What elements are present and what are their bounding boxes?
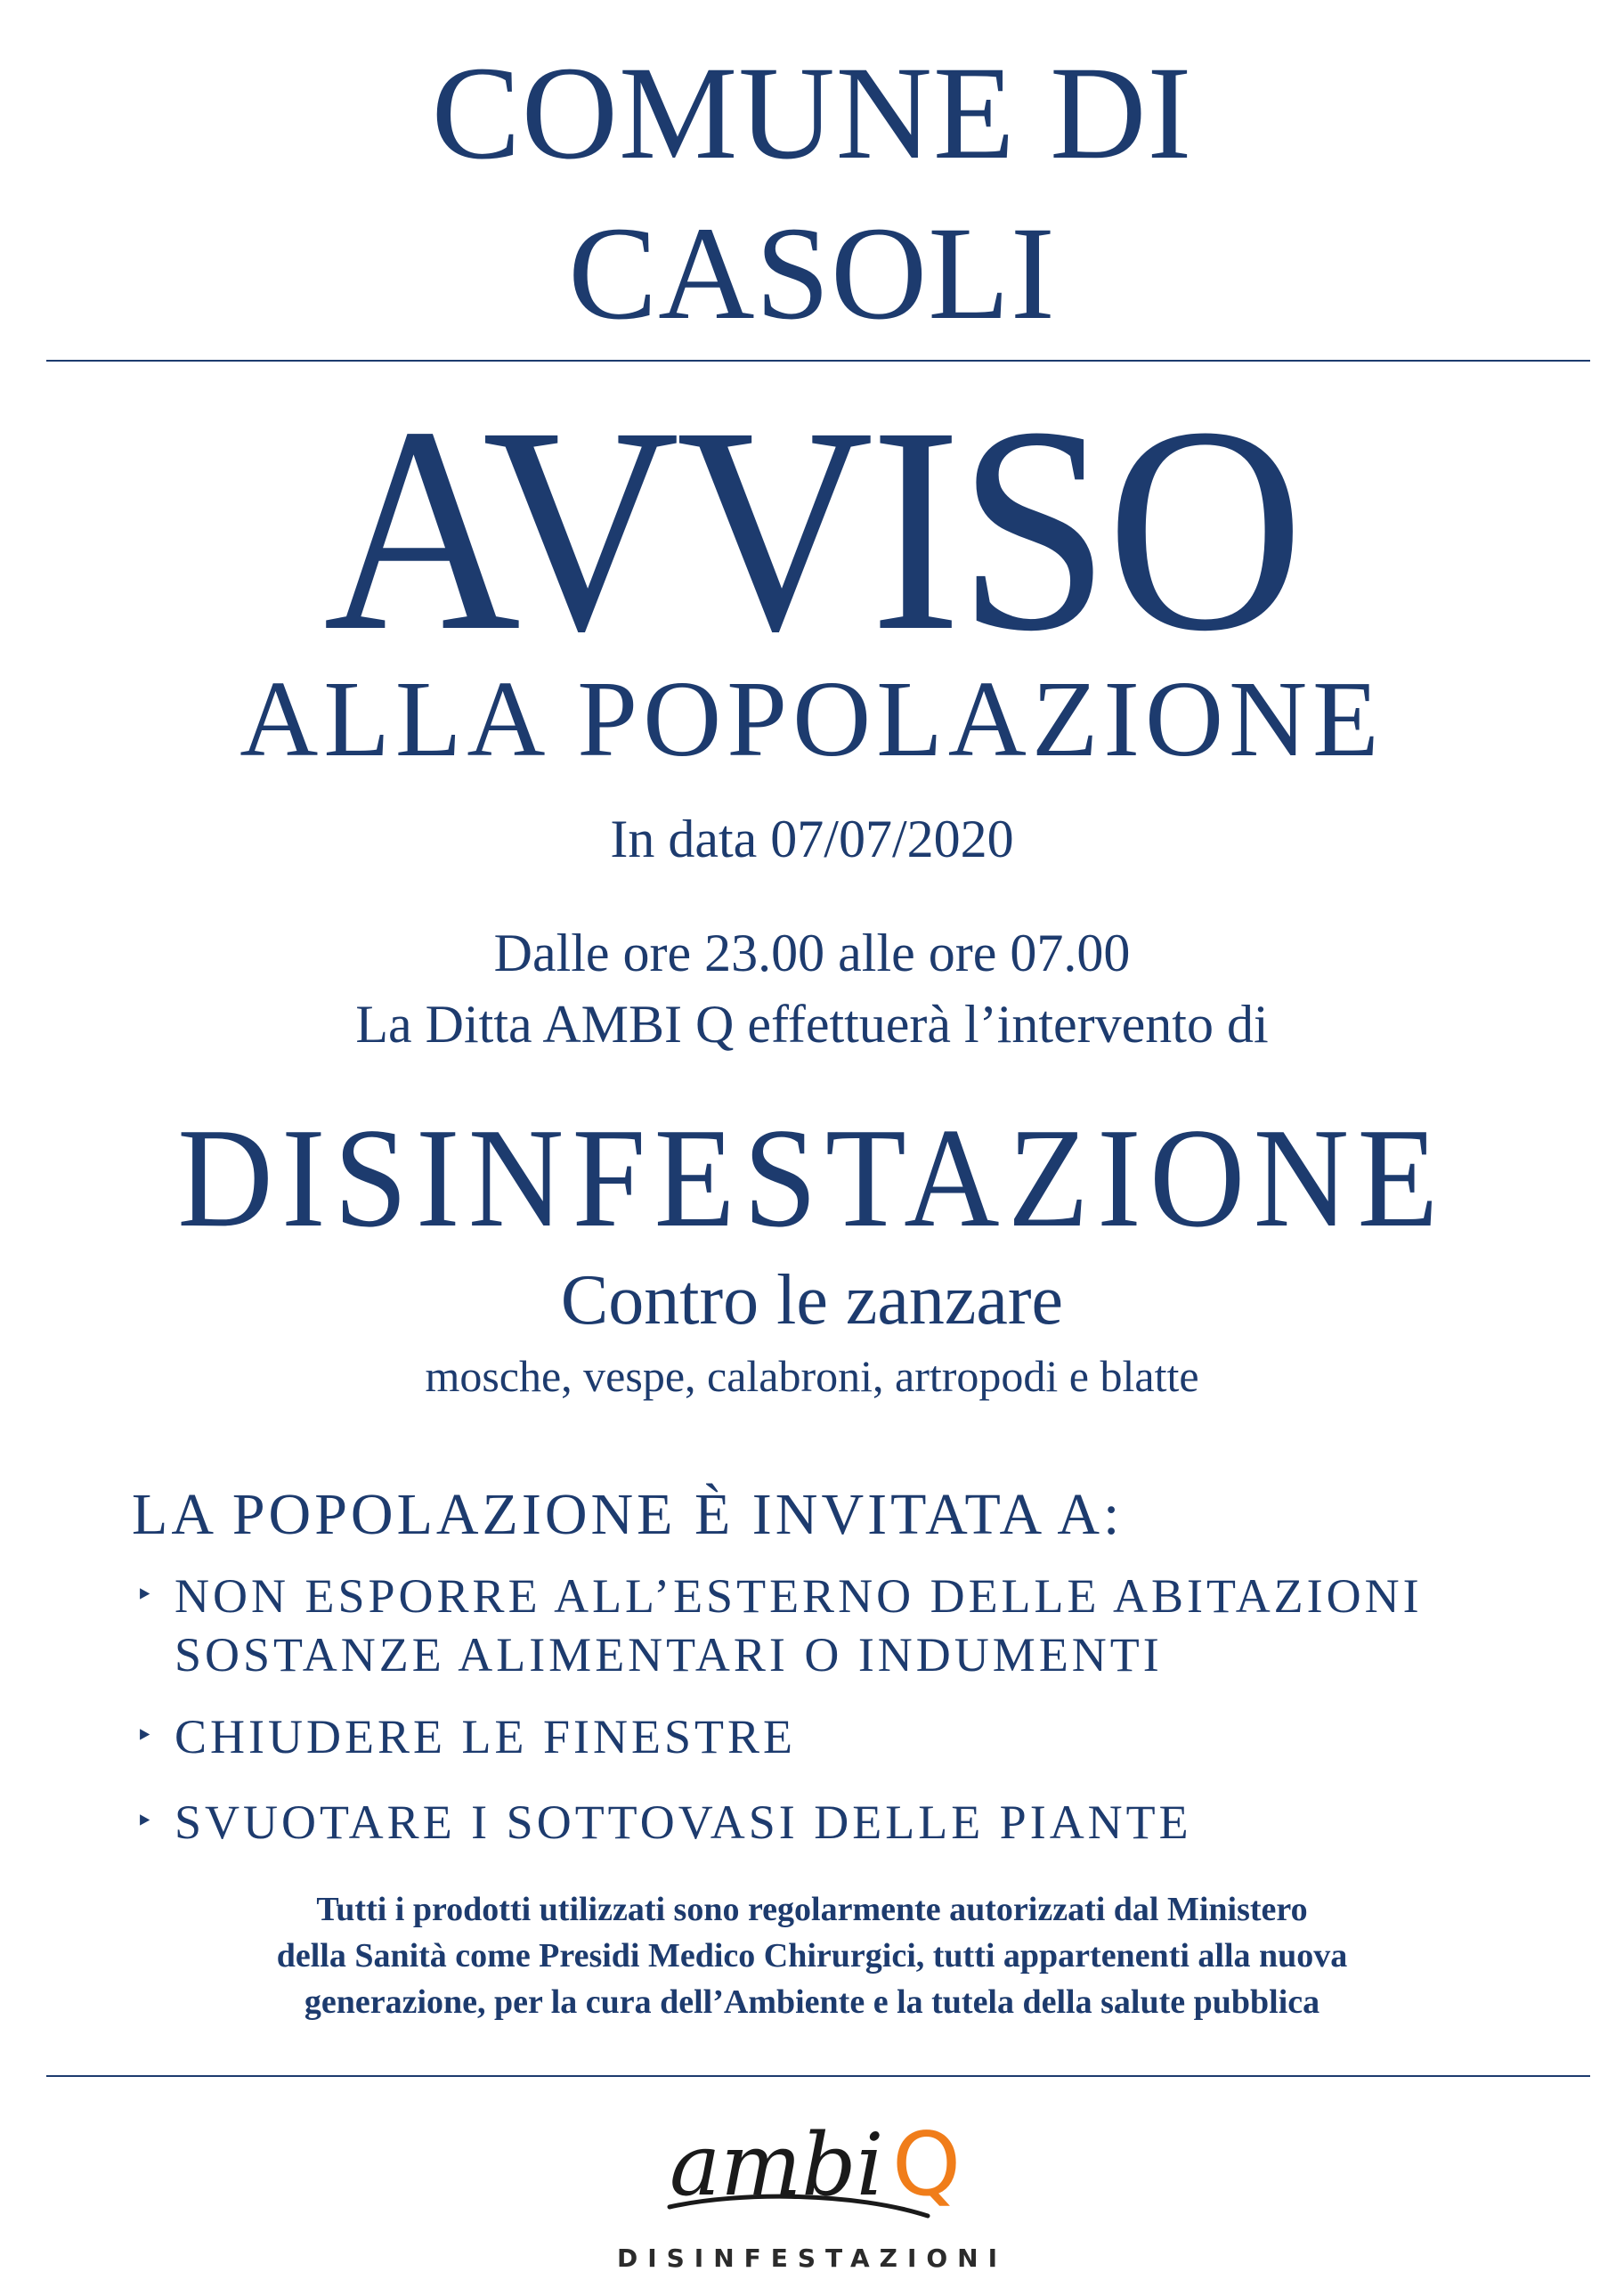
service-other-pests: mosche, vespe, calabroni, artropodi e blatte bbox=[425, 1351, 1199, 1401]
disclaimer-line1: Tutti i prodotti utilizzati sono regolarmente autorizzati dal Ministero bbox=[316, 1891, 1308, 1928]
top-divider bbox=[46, 360, 1590, 362]
instruction-text: SVUOTARE I SOTTOVASI DELLE PIANTE bbox=[175, 1796, 1192, 1849]
logo-q-letter: Q bbox=[892, 2114, 962, 2216]
bullet-icon: ‣ bbox=[135, 1579, 158, 1612]
instruction-text: NON ESPORRE ALL’ESTERNO DELLE ABITAZIONI bbox=[175, 1569, 1423, 1623]
comune-title-line1: COMUNE DI bbox=[431, 39, 1193, 187]
instructions-heading: LA POPOLAZIONE È INVITATA A: bbox=[132, 1482, 1124, 1547]
bullet-icon: ‣ bbox=[135, 1805, 158, 1838]
instruction-text: CHIUDERE LE FINESTRE bbox=[175, 1710, 796, 1763]
instruction-text: SOSTANZE ALIMENTARI O INDUMENTI bbox=[175, 1628, 1163, 1682]
logo-script: ambi bbox=[670, 2115, 884, 2215]
bullet-icon: ‣ bbox=[135, 1720, 158, 1753]
service-target: Contro le zanzare bbox=[560, 1261, 1064, 1340]
notice-title: AVVISO bbox=[323, 367, 1301, 692]
comune-title-line2: CASOLI bbox=[568, 200, 1056, 347]
bottom-divider bbox=[46, 2075, 1590, 2077]
company-line: La Ditta AMBI Q effettuerà l’intervento di bbox=[355, 995, 1269, 1054]
logo-tagline: DISINFESTAZIONI bbox=[616, 2243, 1008, 2273]
service-heading: DISINFESTAZIONE bbox=[177, 1098, 1447, 1257]
disclaimer-line2: della Sanità come Presidi Medico Chirurgici, tutti appartenenti alla nuova bbox=[276, 1937, 1348, 1975]
time-line: Dalle ore 23.00 alle ore 07.00 bbox=[493, 924, 1131, 982]
date-line: In data 07/07/2020 bbox=[610, 810, 1014, 868]
notice-subtitle: ALLA POPOLAZIONE bbox=[240, 659, 1384, 779]
disclaimer-line3: generazione, per la cura dell’Ambiente e la tutela della salute pubblica bbox=[304, 1983, 1320, 2021]
ambiq-logo bbox=[634, 2102, 999, 2235]
